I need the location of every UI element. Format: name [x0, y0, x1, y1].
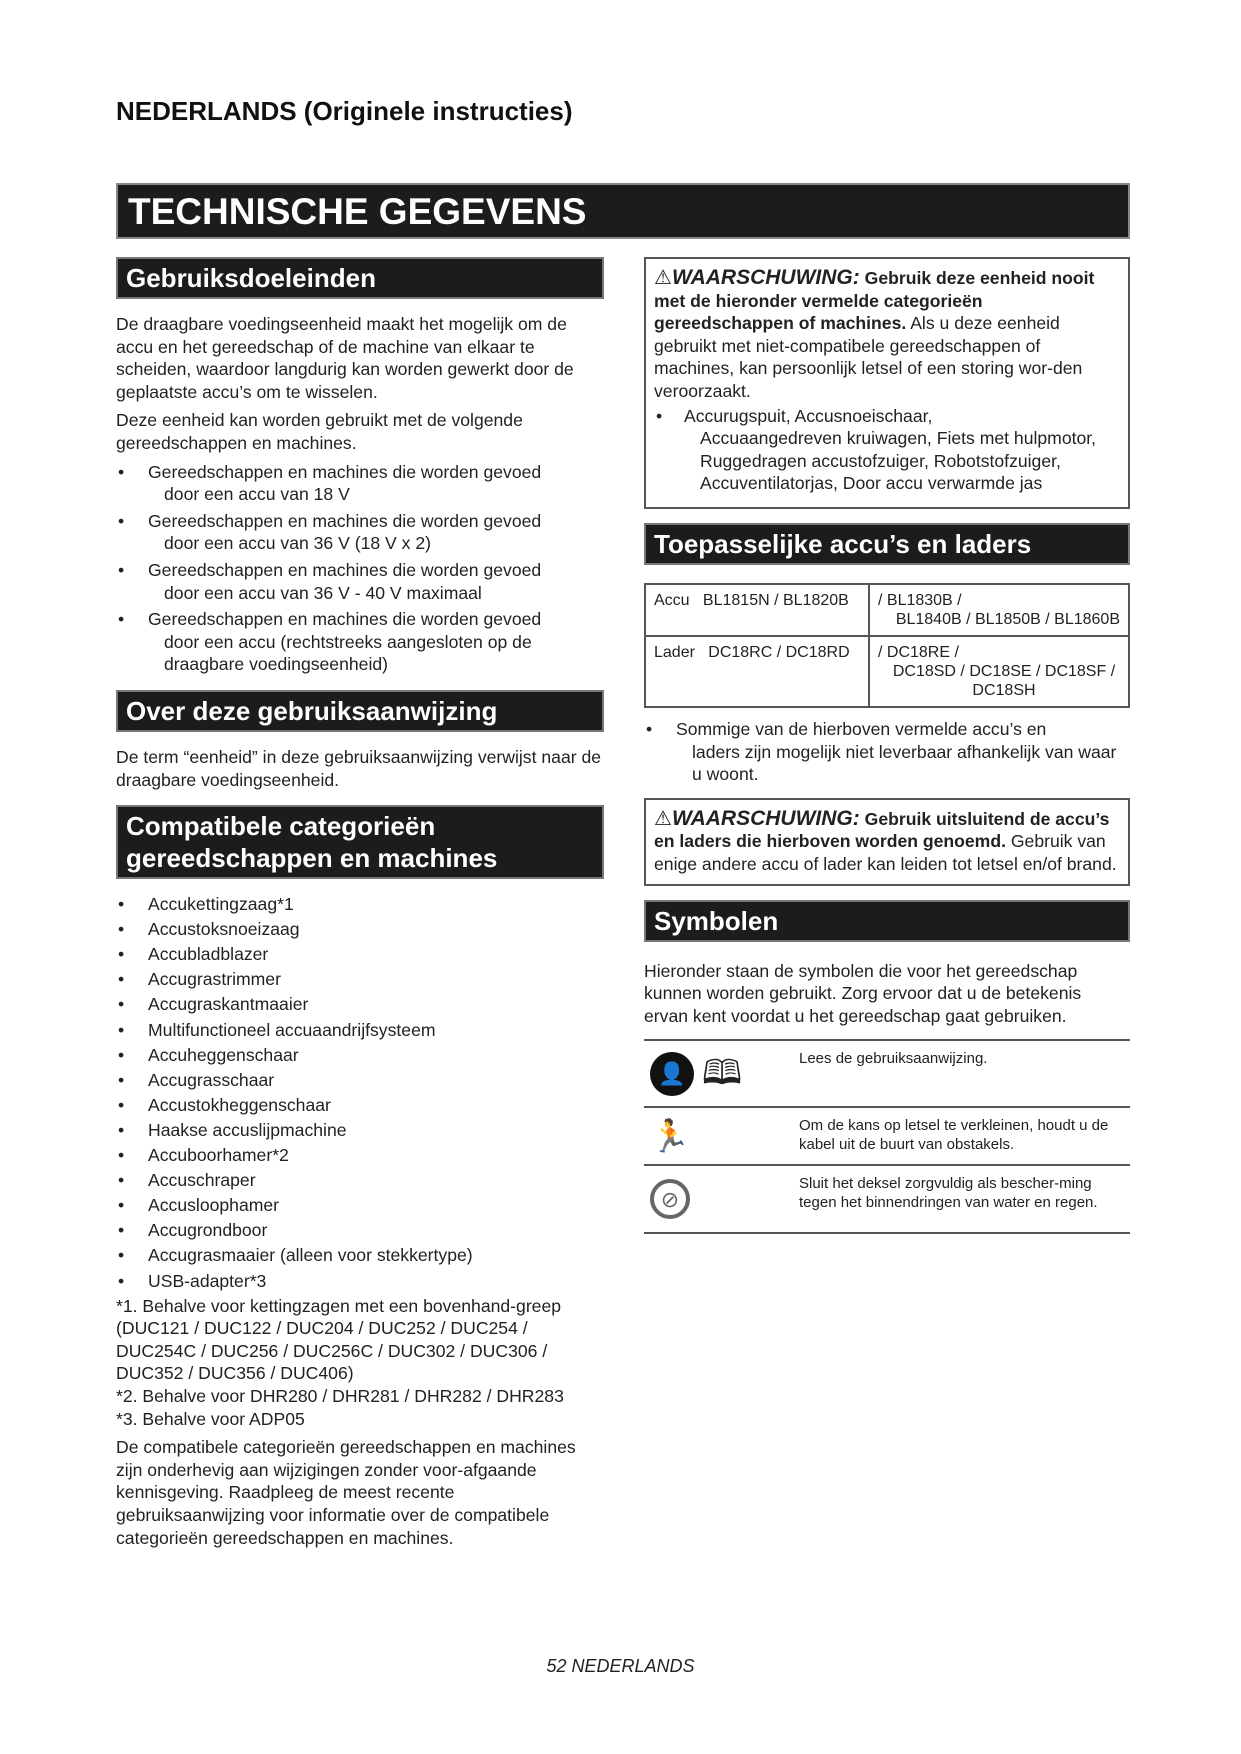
heading-symbolen: Symbolen	[644, 900, 1130, 942]
no-rain-icon: ⊘	[650, 1179, 690, 1219]
list-item: • Accugrasmaaier (alleen voor stekkertype)	[116, 1244, 604, 1267]
page-footer: 52 NEDERLANDS	[546, 1656, 695, 1676]
section-banner: TECHNISCHE GEGEVENS	[116, 183, 1130, 239]
list-item: • Accugraskantmaaier	[116, 993, 604, 1016]
list-item: • Accugrastrimmer	[116, 968, 604, 991]
paragraph: De term “eenheid” in deze gebruiksaanwijzing verwijst naar de draagbare voedingseenheid.	[116, 746, 602, 790]
list-item: • Accugrondboor	[116, 1219, 604, 1242]
heading-over-deze-gebruiksaanwijzing: Over deze gebruiksaanwijzing	[116, 690, 604, 732]
paragraph: De compatibele categorieën gereedschappen en machines zijn onderhevig aan wijzigingen zonder voor-afgaande kennisgeving. Raadpleeg de meest recente gebruiksaanwijzing voor informatie over de compatibele categorieën gereedschappen en machines.	[116, 1437, 576, 1548]
symbol-row: ⊘ Sluit het deksel zorgvuldig als bescher-ming tegen het binnendringen van water en regen.	[644, 1164, 1130, 1234]
list-item: • Sommige van de hierboven vermelde accu’s en laders zijn mogelijk niet leverbaar afhankelijk van waar u woont.	[644, 718, 1130, 786]
list-item: • Gereedschappen en machines die worden gevoed door een accu van 18 V	[116, 461, 604, 506]
paragraph: Deze eenheid kan worden gebruikt met de volgende gereedschappen en machines.	[116, 410, 523, 453]
heading-compatibele-categorieen: Compatibele categorieën gereedschappen en machines	[116, 805, 604, 879]
heading-accus-laders: Toepasselijke accu’s en laders	[644, 523, 1130, 565]
battery-charger-table	[644, 583, 1130, 708]
warning-icon: ⚠	[654, 267, 672, 289]
list-item: • USB-adapter*3	[116, 1270, 604, 1293]
read-manual-icon: 👤	[650, 1052, 694, 1096]
list-item: • Accuschraper	[116, 1169, 604, 1192]
table-row: Lader DC18RC / DC18RD / DC18RE / DC18SD / DC18SE / DC18SF / DC18SH	[645, 636, 1129, 707]
footnote: *3. Behalve voor ADP05	[116, 1408, 305, 1429]
list-item: • Accubladblazer	[116, 943, 604, 966]
list-item: • Multifunctioneel accuaandrijfsysteem	[116, 1019, 604, 1042]
list-item: • Accustoksnoeizaag	[116, 918, 604, 941]
list-item: • Accugrasschaar	[116, 1069, 604, 1092]
list-item: • Gereedschappen en machines die worden gevoed door een accu (rechtstreeks aangesloten op de draagbare voedingseenheid)	[116, 608, 604, 676]
list-item: • Accuboorhamer*2	[116, 1144, 604, 1167]
warning-icon: ⚠	[654, 807, 672, 830]
list-item: • Accusloophamer	[116, 1194, 604, 1217]
trip-hazard-icon: 🏃	[650, 1117, 690, 1154]
warning-box: ⚠WAARSCHUWING: Gebruik uitsluitend de accu’s en laders die hierboven worden genoemd. Gebruik van enige andere accu of lader kan leiden tot letsel en/of brand.	[644, 798, 1130, 886]
list-item: • Accurugspuit, Accusnoeischaar, Accuaangedreven kruiwagen, Fiets met hulpmotor, Ruggedragen accustofzuiger, Robotstofzuiger, Accuventilatorjas, Door accu verwarmde jas	[654, 405, 1120, 495]
list-item: • Haakse accuslijpmachine	[116, 1119, 604, 1142]
paragraph: De draagbare voedingseenheid maakt het mogelijk om de accu en het gereedschap of de machine van elkaar te scheiden, waardoor langdurig kan worden gewerkt door de geplaatste accu’s om te wisselen.	[116, 314, 574, 402]
warning-box: ⚠WAARSCHUWING: Gebruik deze eenheid nooit met de hieronder vermelde categorieën gereedschappen of machines. Als u deze eenheid gebruikt met niet-compatibele gereedschappen of machines, kan persoonlijk letsel of een storing wor-den veroorzaakt. • Accurugspuit, Accusnoeischaar, Accuaangedreven kruiwagen, Fiets met hulpmotor, Ruggedragen accustofzuiger, Robotstofzuiger, Accuventilatorjas, Door accu verwarmde jas	[644, 257, 1130, 509]
symbol-row: 👤 🕮 Lees de gebruiksaanwijzing.	[644, 1039, 1130, 1106]
list-item: • Accuheggenschaar	[116, 1044, 604, 1067]
page-header: NEDERLANDS (Originele instructies)	[116, 96, 573, 126]
book-icon: 🕮	[702, 1054, 743, 1093]
usage-list	[116, 461, 604, 676]
paragraph: Hieronder staan de symbolen die voor het gereedschap kunnen worden gebruikt. Zorg ervoor dat u de betekenis ervan kent voordat u het gereedschap gaat gebruiken.	[644, 960, 1082, 1026]
table-row: Accu BL1815N / BL1820B / BL1830B / BL1840B / BL1850B / BL1860B	[645, 584, 1129, 636]
footnote: *2. Behalve voor DHR280 / DHR281 / DHR282 / DHR283	[116, 1385, 564, 1406]
symbols-table	[644, 1039, 1130, 1234]
heading-gebruiksdoeleinden: Gebruiksdoeleinden	[116, 257, 604, 299]
symbol-row: 🏃 Om de kans op letsel te verkleinen, houdt u de kabel uit de buurt van obstakels.	[644, 1106, 1130, 1164]
list-item: • Accustokheggenschaar	[116, 1094, 604, 1117]
right-column	[644, 257, 1130, 1234]
left-column	[116, 257, 604, 1555]
list-item: • Gereedschappen en machines die worden gevoed door een accu van 36 V - 40 V maximaal	[116, 559, 604, 604]
list-item: • Accukettingzaag*1	[116, 893, 604, 916]
footnote: *1. Behalve voor kettingzagen met een bovenhand-greep (DUC121 / DUC122 / DUC204 / DUC252 / DUC254 / DUC254C / DUC256 / DUC256C / DUC302 / DUC306 / DUC352 / DUC356 / DUC406)	[116, 1295, 562, 1384]
compatible-list	[116, 893, 604, 1292]
list-item: • Gereedschappen en machines die worden gevoed door een accu van 36 V (18 V x 2)	[116, 510, 604, 555]
